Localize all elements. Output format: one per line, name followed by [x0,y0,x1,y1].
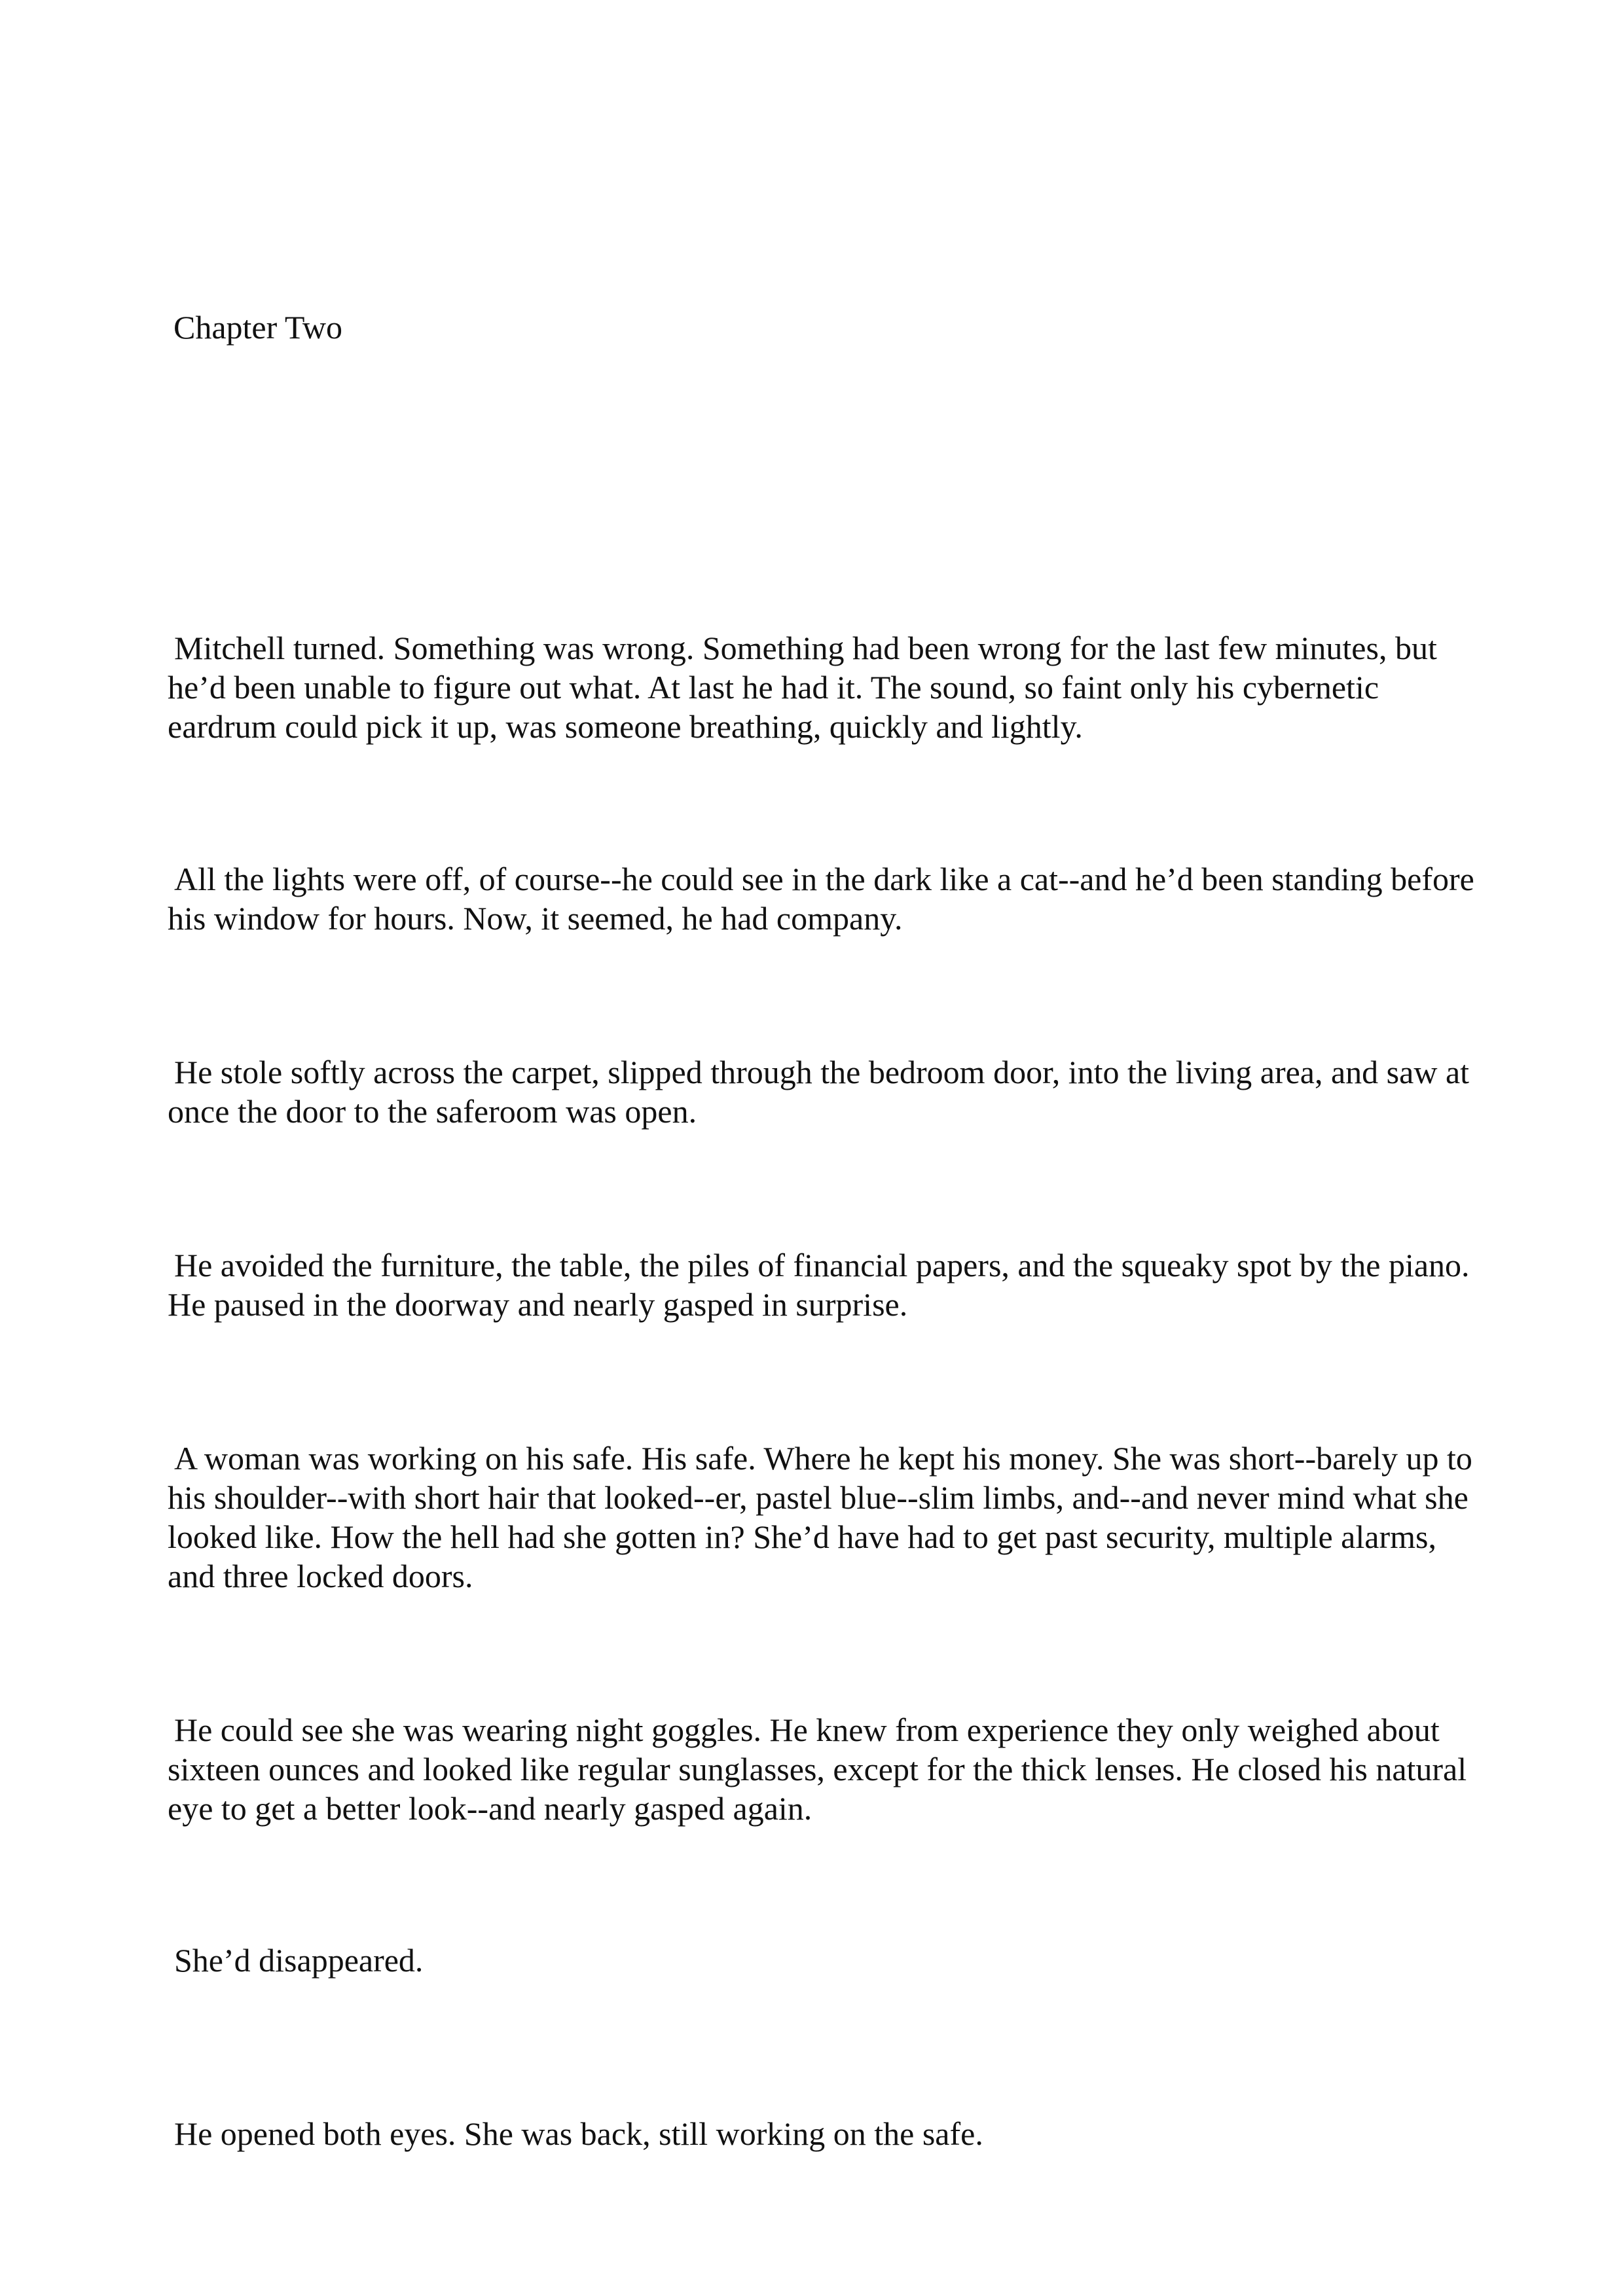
paragraph: He could see she was wearing night goggles. He knew from experience they only weighed about sixteen ounces and looked like regular sunglasses, except for the thick lenses. He closed his natural eye to get a better look--and nearly gasped again. [168,1712,1467,1827]
paragraph: She’d disappeared. [174,1942,424,1979]
paragraph: He avoided the furniture, the table, the piles of financial papers, and the squeaky spot by the piano. He paused in the doorway and nearly gasped in surprise. [168,1247,1470,1323]
paragraph: He stole softly across the carpet, slipped through the bedroom door, into the living area, and saw at once the door to the saferoom was open. [168,1054,1470,1130]
chapter-title: Chapter Two [173,309,343,346]
paragraph: All the lights were off, of course--he could see in the dark like a cat--and he’d been standing before his window for hours. Now, it seemed, he had company. [168,861,1474,937]
paragraph: A woman was working on his safe. His safe. Where he kept his money. She was short--barely up to his shoulder--with short hair that looked--er, pastel blue--slim limbs, and--and never mind what she looked like. How the hell had she gotten in? She’d have had to get past security, multiple alarms, and three locked doors. [168,1440,1472,1594]
paragraph: Mitchell turned. Something was wrong. Something had been wrong for the last few minutes, but he’d been unable to figure out what. At last he had it. The sound, so faint only his cybernetic eardrum could pick it up, was someone breathing, quickly and lightly. [168,630,1437,745]
paragraph: He opened both eyes. She was back, still working on the safe. [174,2115,983,2152]
